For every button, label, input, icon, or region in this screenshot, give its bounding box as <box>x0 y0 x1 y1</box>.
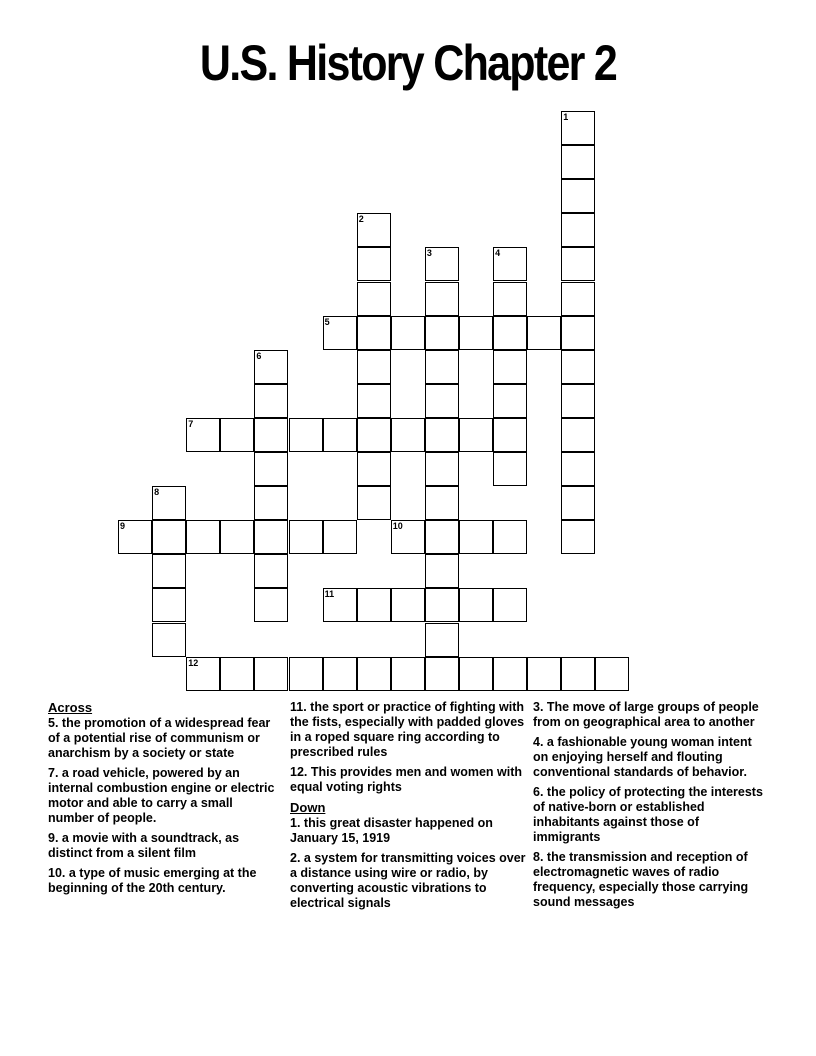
grid-cell[interactable] <box>118 520 152 554</box>
grid-cell[interactable] <box>152 588 186 622</box>
clue-number-label: 10 <box>392 521 403 532</box>
grid-cell[interactable] <box>527 657 561 691</box>
grid-cell[interactable] <box>220 418 254 452</box>
grid-cell[interactable] <box>289 418 323 452</box>
grid-cell[interactable] <box>493 350 527 384</box>
grid-cell[interactable] <box>561 213 595 247</box>
grid-cell[interactable] <box>561 282 595 316</box>
grid-cell[interactable] <box>425 384 459 418</box>
clue-number-label: 5 <box>324 316 330 327</box>
grid-cell[interactable] <box>323 418 357 452</box>
grid-cell[interactable] <box>425 316 459 350</box>
grid-cell[interactable] <box>493 520 527 554</box>
clue-down-6: 6. the policy of protecting the interests of native-born or established inhabitants against those of immigrants <box>533 785 763 844</box>
grid-cell[interactable] <box>357 282 391 316</box>
clue-across-12: 12. This provides men and women with equal voting rights <box>290 765 523 794</box>
grid-cell[interactable] <box>357 213 391 247</box>
grid-cell[interactable] <box>493 247 527 281</box>
clue-down-4: 4. a fashionable young woman intent on enjoying herself and flouting conventional standards of behavior. <box>533 735 752 779</box>
grid-cell[interactable] <box>289 520 323 554</box>
grid-cell[interactable] <box>425 282 459 316</box>
grid-cell[interactable] <box>561 145 595 179</box>
grid-cell[interactable] <box>152 554 186 588</box>
grid-cell[interactable] <box>289 657 323 691</box>
grid-cell[interactable] <box>254 418 288 452</box>
grid-cell[interactable] <box>459 418 493 452</box>
grid-cell[interactable] <box>595 657 629 691</box>
grid-cell[interactable] <box>323 588 357 622</box>
grid-cell[interactable] <box>220 520 254 554</box>
grid-cell[interactable] <box>425 247 459 281</box>
across-heading: Across <box>48 700 93 715</box>
grid-cell[interactable] <box>220 657 254 691</box>
clue-number-label: 1 <box>563 112 569 122</box>
grid-cell[interactable] <box>323 520 357 554</box>
grid-cell[interactable] <box>493 418 527 452</box>
grid-cell[interactable] <box>561 520 595 554</box>
clue-column-2 <box>290 700 526 916</box>
grid-cell[interactable] <box>561 316 595 350</box>
clue-column-3 <box>533 700 769 915</box>
grid-cell[interactable] <box>493 384 527 418</box>
grid-cell[interactable] <box>459 316 493 350</box>
grid-cell[interactable] <box>459 588 493 622</box>
grid-cell[interactable] <box>357 452 391 486</box>
clue-across-9: 9. a movie with a soundtrack, as distinct from a silent film <box>48 831 240 860</box>
clue-number-label: 12 <box>188 657 199 668</box>
grid-cell[interactable] <box>425 623 459 657</box>
grid-cell[interactable] <box>425 452 459 486</box>
clue-across-7: 7. a road vehicle, powered by an internal combustion engine or electric motor and able to carry a small number of people. <box>48 766 275 825</box>
clue-down-8: 8. the transmission and reception of electromagnetic waves of radio frequency, especially those carrying sound messages <box>533 850 749 909</box>
grid-cell[interactable] <box>152 520 186 554</box>
grid-cell[interactable] <box>186 418 220 452</box>
clue-down-2: 2. a system for transmitting voices over a distance using wire or radio, by converting acoustic vibrations to electrical signals <box>290 851 526 910</box>
clue-down-1: 1. this great disaster happened on January 15, 1919 <box>290 816 493 845</box>
grid-cell[interactable] <box>425 350 459 384</box>
grid-cell[interactable] <box>254 350 288 384</box>
clue-number-label: 8 <box>154 487 160 498</box>
grid-cell[interactable] <box>254 588 288 622</box>
grid-cell[interactable] <box>561 418 595 452</box>
grid-cell[interactable] <box>357 384 391 418</box>
grid-cell[interactable] <box>254 520 288 554</box>
grid-cell[interactable] <box>425 554 459 588</box>
grid-cell[interactable] <box>391 657 425 691</box>
grid-cell[interactable] <box>391 588 425 622</box>
clue-column-1 <box>48 700 280 901</box>
clue-number-label: 9 <box>120 521 126 532</box>
grid-cell[interactable] <box>357 588 391 622</box>
clue-number-label: 11 <box>324 589 335 600</box>
clue-number-label: 3 <box>426 248 432 259</box>
grid-cell[interactable] <box>561 350 595 384</box>
grid-cell[interactable] <box>323 316 357 350</box>
grid-cell[interactable] <box>561 657 595 691</box>
grid-cell[interactable] <box>357 486 391 520</box>
clue-number-label: 2 <box>358 214 364 225</box>
grid-cell[interactable] <box>561 247 595 281</box>
grid-cell[interactable] <box>357 247 391 281</box>
down-heading: Down <box>290 800 326 815</box>
grid-cell[interactable] <box>357 350 391 384</box>
grid-cell[interactable] <box>425 486 459 520</box>
grid-cell[interactable] <box>186 657 220 691</box>
grid-cell[interactable] <box>459 520 493 554</box>
grid-cell[interactable] <box>493 452 527 486</box>
clue-number-label: 7 <box>188 418 194 429</box>
grid-cell[interactable] <box>391 418 425 452</box>
grid-cell[interactable] <box>357 657 391 691</box>
grid-cell[interactable] <box>391 520 425 554</box>
grid-cell[interactable] <box>152 623 186 657</box>
grid-cell[interactable] <box>561 452 595 486</box>
grid-cell[interactable] <box>425 657 459 691</box>
clue-across-10: 10. a type of music emerging at the beginning of the 20th century. <box>48 866 257 895</box>
clue-number-label: 4 <box>495 248 501 259</box>
grid-cell[interactable] <box>493 588 527 622</box>
grid-cell[interactable] <box>425 520 459 554</box>
grid-cell[interactable] <box>391 316 425 350</box>
grid-cell[interactable] <box>357 316 391 350</box>
grid-cell[interactable] <box>152 486 186 520</box>
grid-cell[interactable] <box>493 657 527 691</box>
grid-cell[interactable] <box>425 588 459 622</box>
grid-cell[interactable] <box>254 452 288 486</box>
grid-cell[interactable] <box>425 418 459 452</box>
grid-cell[interactable] <box>527 316 561 350</box>
grid-cell[interactable] <box>493 282 527 316</box>
grid-cell[interactable] <box>459 657 493 691</box>
grid-cell[interactable] <box>561 179 595 213</box>
grid-cell[interactable] <box>186 520 220 554</box>
grid-cell[interactable] <box>323 657 357 691</box>
page-title: U.S. History Chapter 2 <box>199 35 617 91</box>
clue-down-3: 3. The move of large groups of people from on geographical area to another <box>533 700 759 729</box>
grid-cell[interactable] <box>254 384 288 418</box>
clue-number-label: 6 <box>256 350 262 361</box>
grid-cell[interactable] <box>254 657 288 691</box>
grid-cell[interactable] <box>561 384 595 418</box>
grid-cell[interactable] <box>357 418 391 452</box>
grid-cell[interactable] <box>493 316 527 350</box>
clue-across-5: 5. the promotion of a widespread fear of a potential rise of communism or anarchism by a society or state <box>48 716 271 760</box>
grid-cell[interactable] <box>561 486 595 520</box>
grid-cell[interactable] <box>254 554 288 588</box>
grid-cell[interactable] <box>254 486 288 520</box>
clue-across-11: 11. the sport or practice of fighting with the fists, especially with padded gloves in a roped square ring according to prescribed rules <box>290 700 525 759</box>
grid-cell[interactable] <box>561 111 595 145</box>
